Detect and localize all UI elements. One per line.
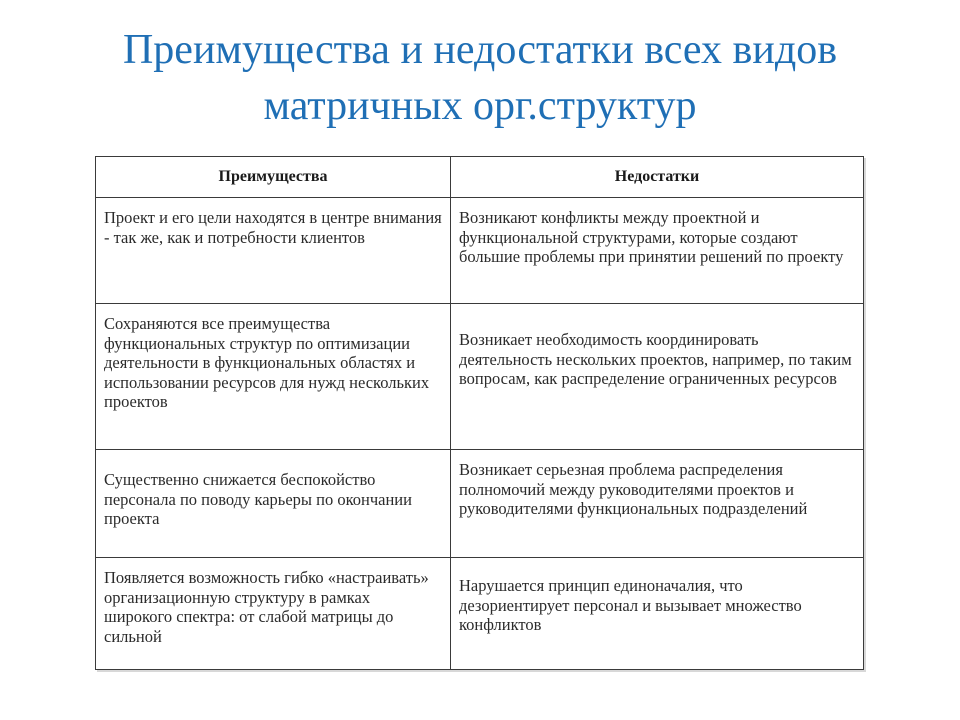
disadvantage-cell: Возникает необходимость координировать деятельность нескольких проектов, например, по таким вопросам, как распределение ограниченных ресурсов: [451, 304, 864, 450]
comparison-table: [95, 156, 864, 670]
table-row: [96, 450, 864, 558]
advantage-cell: Сохраняются все преимущества функциональных структур по оптимизации деятельности в функциональных областях и использовании ресурсов для нужд нескольких проектов: [96, 304, 451, 450]
disadvantage-cell: Нарушается принцип единоначалия, что дезориентирует персонал и вызывает множество конфликтов: [451, 558, 864, 670]
advantage-cell: Существенно снижается беспокойство персонала по поводу карьеры по окончании проекта: [96, 450, 451, 558]
comparison-table-container: [95, 156, 863, 668]
advantage-cell: Проект и его цели находятся в центре внимания - так же, как и потребности клиентов: [96, 198, 451, 304]
table-row: [96, 198, 864, 304]
advantage-cell: Появляется возможность гибко «настраивать» организационную структуру в рамках широкого спектра: от слабой матрицы до сильной: [96, 558, 451, 670]
table-row: [96, 558, 864, 670]
slide-title-line-2: матричных орг.структур: [263, 83, 697, 129]
disadvantage-cell: Возникают конфликты между проектной и функциональной структурами, которые создают большие проблемы при принятии решений по проекту: [451, 198, 864, 304]
table-header-row: [96, 157, 864, 198]
header-disadvantages: Недостатки: [451, 157, 864, 198]
table-row: [96, 304, 864, 450]
slide-title: [40, 22, 920, 134]
slide-title-line-1: Преимущества и недостатки всех видов: [122, 27, 838, 73]
disadvantage-cell: Возникает серьезная проблема распределения полномочий между руководителями проектов и руководителями функциональных подразделений: [451, 450, 864, 558]
header-advantages: Преимущества: [96, 157, 451, 198]
